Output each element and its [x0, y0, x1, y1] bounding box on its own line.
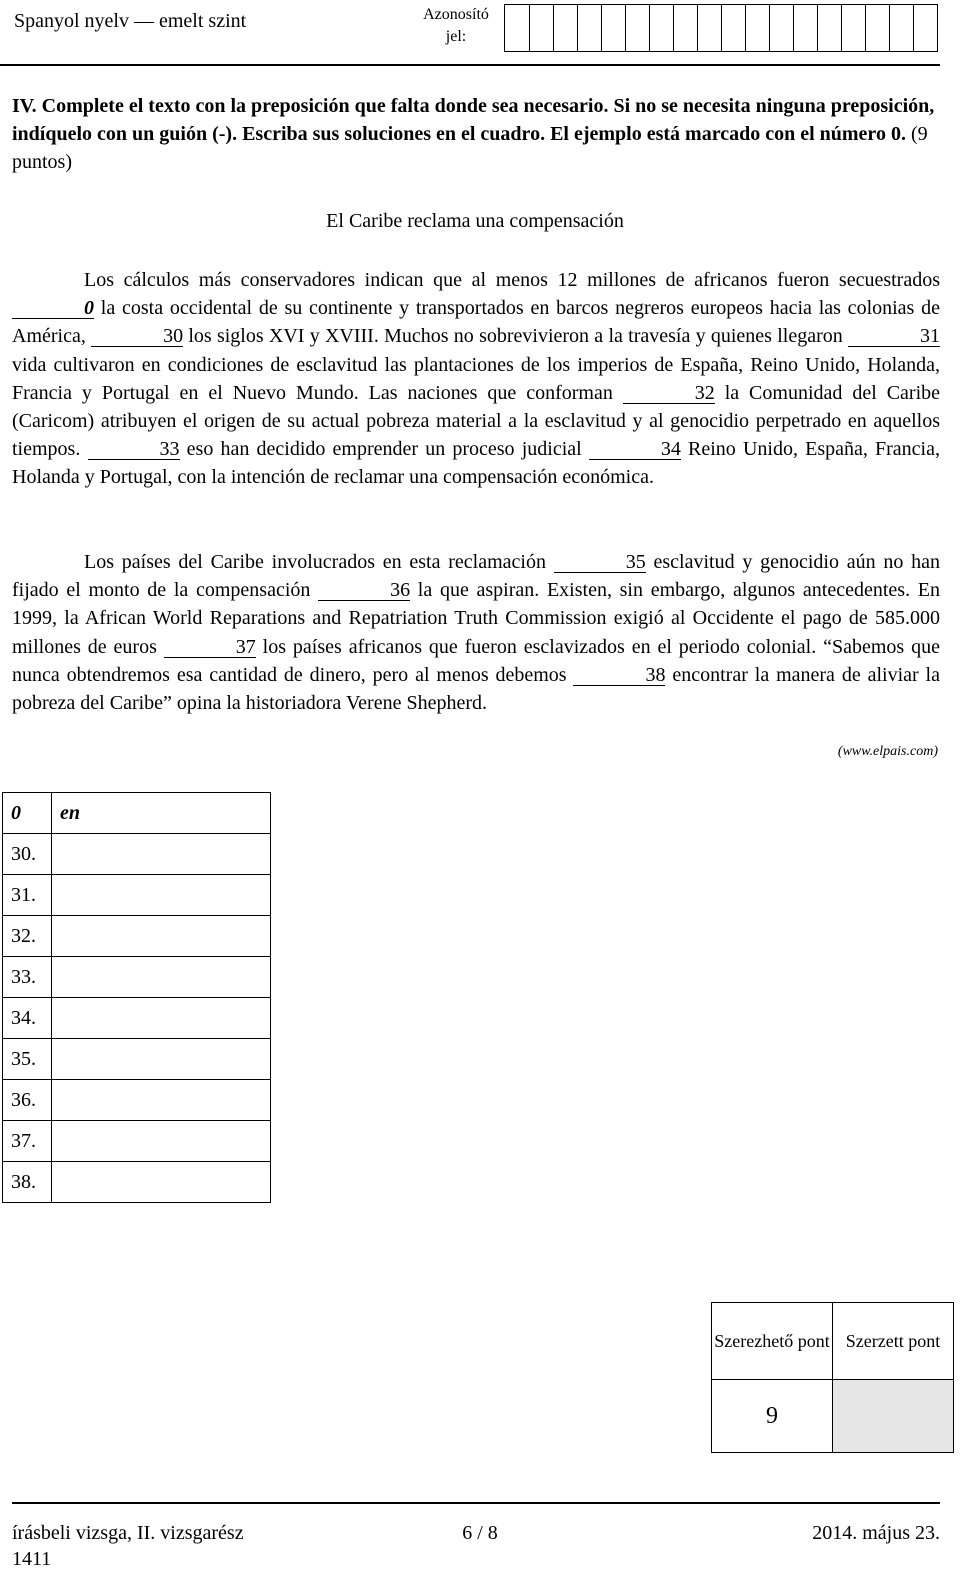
answer-row — [3, 875, 271, 916]
answer-row — [3, 834, 271, 875]
gap-34: 34 — [589, 439, 681, 460]
answer-cell[interactable] — [52, 1121, 271, 1162]
footer-divider — [12, 1502, 940, 1504]
gap-38: 38 — [573, 665, 665, 686]
text-run: Los cálculos más conservadores indican que al menos 12 millones de africanos fueron secuestrados — [84, 269, 940, 291]
gap-36: 36 — [318, 580, 410, 601]
answer-table — [2, 792, 271, 1203]
exam-date: 2014. május 23. — [812, 1522, 940, 1544]
footer-exam-part: írásbeli vizsga, II. vizsgarész — [12, 1522, 244, 1544]
answer-cell[interactable] — [52, 834, 271, 875]
id-box[interactable] — [865, 5, 889, 51]
answer-number: 31. — [3, 875, 52, 916]
gap-35: 35 — [554, 552, 646, 573]
answer-row — [3, 1080, 271, 1121]
article-source: (www.elpais.com) — [837, 744, 938, 759]
answer-number: 30. — [3, 834, 52, 875]
answer-cell[interactable] — [52, 875, 271, 916]
task-instruction — [12, 92, 940, 176]
answer-number: 37. — [3, 1121, 52, 1162]
earned-points-cell[interactable] — [833, 1380, 954, 1453]
gap-37: 37 — [164, 637, 256, 658]
article-title: El Caribe reclama una compensación — [326, 210, 624, 232]
id-box[interactable] — [745, 5, 769, 51]
answer-number: 38. — [3, 1162, 52, 1203]
answer-row — [3, 1039, 271, 1080]
id-box[interactable] — [721, 5, 745, 51]
id-box[interactable] — [505, 5, 529, 51]
text-run: esclavitud y genocidio aún no han fijado el monto de la compensación — [12, 551, 940, 602]
gap-example: 0 — [12, 298, 94, 319]
text-run: Los países del Caribe involucrados en esta reclamación — [84, 551, 554, 573]
max-points-value: 9 — [712, 1380, 833, 1453]
answer-number: 35. — [3, 1039, 52, 1080]
exam-code: 1411 — [12, 1548, 52, 1570]
answer-number: 33. — [3, 957, 52, 998]
id-box[interactable] — [913, 5, 937, 51]
text-run: Reino Unido, España, Francia, Holanda y Portugal, con la intención de reclamar una compensación económica. — [12, 438, 940, 489]
answer-row — [3, 1162, 271, 1203]
id-box[interactable] — [817, 5, 841, 51]
id-box[interactable] — [889, 5, 913, 51]
text-run: los países africanos que fueron esclavizados en el periodo colonial. “Sabemos que nunca obtendremos esa cantidad de dinero, pero al menos debemos — [12, 635, 940, 686]
id-box[interactable] — [577, 5, 601, 51]
id-box[interactable] — [649, 5, 673, 51]
id-boxes — [504, 4, 938, 52]
header-divider — [0, 64, 940, 66]
answer-number: 34. — [3, 998, 52, 1039]
gap-32: 32 — [623, 383, 715, 404]
page-number: 6 / 8 — [462, 1522, 498, 1544]
answer-cell[interactable] — [52, 1080, 271, 1121]
answer-cell[interactable] — [52, 1162, 271, 1203]
text-run: encontrar la manera de aliviar la pobreza del Caribe” opina la historiadora Verene Shepherd. — [12, 663, 940, 715]
id-box[interactable] — [769, 5, 793, 51]
answer-number: 36. — [3, 1080, 52, 1121]
text-run: vida cultivaron en condiciones de esclavitud las plantaciones de los imperios de España, Reino Unido, Holanda, Francia y Portugal en el Nuevo Mundo. Las naciones que conforman — [12, 353, 940, 404]
earned-points-label: Szerzett pont — [833, 1303, 954, 1380]
answer-cell[interactable] — [52, 1039, 271, 1080]
answer-cell[interactable] — [52, 916, 271, 957]
answer-row — [3, 998, 271, 1039]
answer-cell: en — [52, 793, 271, 834]
text-run: los siglos XVI y XVIII. Muchos no sobrevivieron a la travesía y quienes llegaron — [183, 325, 848, 348]
id-box[interactable] — [697, 5, 721, 51]
answer-row — [3, 916, 271, 957]
exam-title: Spanyol nyelv — emelt szint — [14, 10, 247, 32]
answer-number: 0 — [3, 793, 52, 834]
article-paragraph-1 — [12, 266, 940, 492]
answer-cell[interactable] — [52, 998, 271, 1039]
answer-row — [3, 957, 271, 998]
answer-row — [3, 793, 271, 834]
instruction-text: IV. Complete el texto con la preposición que falta donde sea necesario. Si no se necesita ninguna preposición, indíquelo con un guión (-). Escriba sus soluciones en el cuadro. El ejemplo está marcado con el número 0. — [12, 95, 935, 145]
id-box[interactable] — [553, 5, 577, 51]
text-run: eso han decidido emprender un proceso judicial — [179, 438, 589, 461]
id-box[interactable] — [841, 5, 865, 51]
answer-cell[interactable] — [52, 957, 271, 998]
id-box[interactable] — [673, 5, 697, 51]
text-run: la costa occidental de su continente y transportados en barcos negreros europeos hacia las colonias de América, — [12, 297, 940, 348]
points-label: (9 puntos) — [12, 123, 928, 173]
id-box[interactable] — [793, 5, 817, 51]
id-label: Azonosító jel: — [423, 6, 489, 45]
id-box[interactable] — [529, 5, 553, 51]
gap-31: 31 — [848, 326, 940, 347]
text-run: la que aspiran. Existen, sin embargo, algunos antecedentes. En 1999, la African World Reparations and Repatriation Truth Commission exigió al Occidente el pago de 585.000 millones de euros — [12, 579, 940, 658]
gap-30: 30 — [91, 326, 183, 347]
max-points-label: Szerezhető pont — [712, 1303, 833, 1380]
answer-number: 32. — [3, 916, 52, 957]
article-paragraph-2 — [12, 548, 940, 717]
text-run: la Comunidad del Caribe (Caricom) atribuyen el origen de su actual pobreza material a la esclavitud y al genocidio perpetrado en aquellos tiempos. — [12, 381, 940, 461]
id-box[interactable] — [625, 5, 649, 51]
score-table — [711, 1302, 954, 1453]
id-box[interactable] — [601, 5, 625, 51]
gap-33: 33 — [88, 439, 180, 460]
answer-row — [3, 1121, 271, 1162]
